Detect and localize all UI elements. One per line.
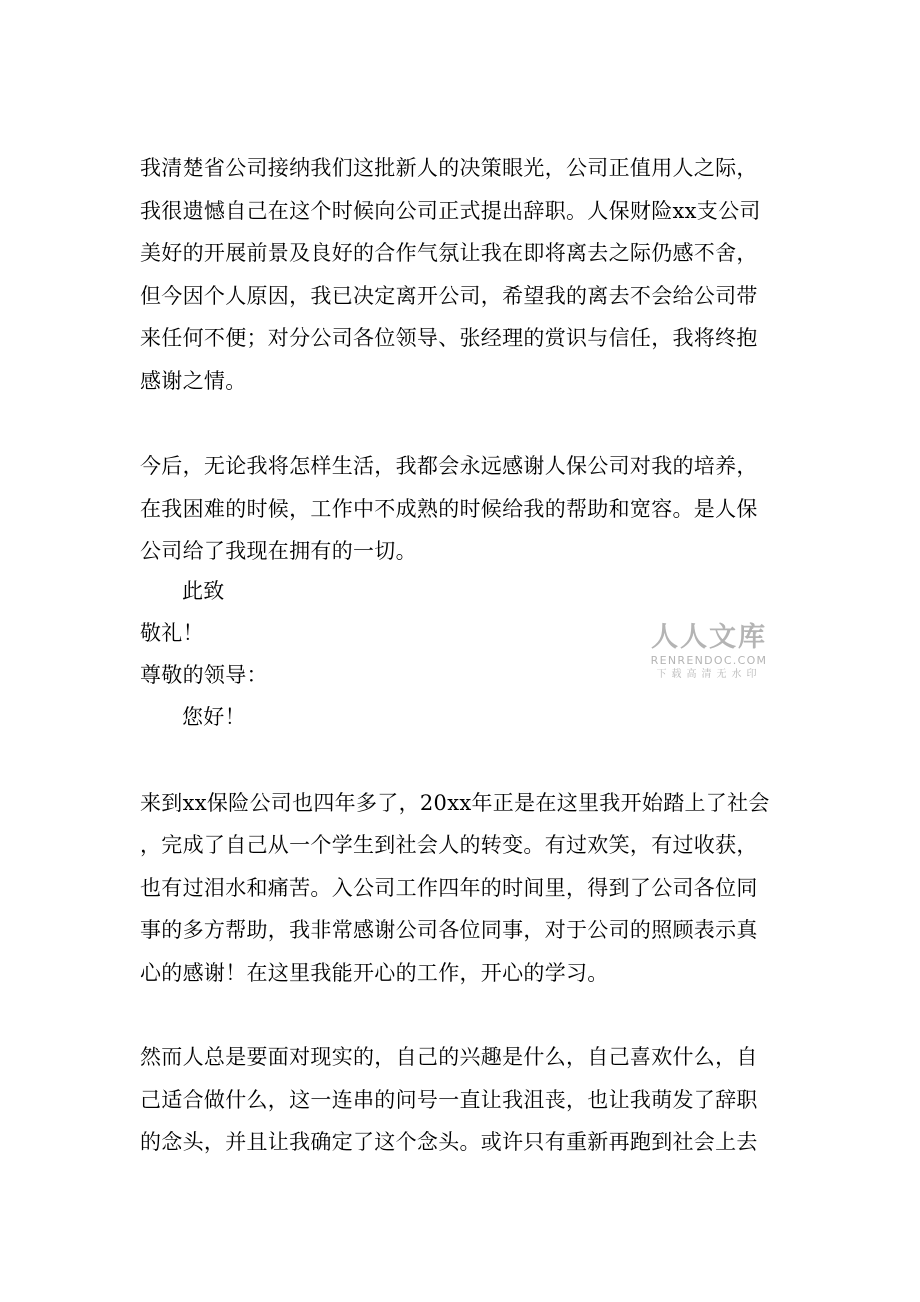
- text-line: 今后，无论我将怎样生活，我都会永远感谢人保公司对我的培养，: [140, 454, 758, 478]
- text-line: 感谢之情。: [140, 369, 247, 393]
- text-line: 的念头，并且让我确定了这个念头。或许只有重新再跑到社会上去: [140, 1130, 758, 1154]
- watermark-site: RENRENDOC.COM: [650, 654, 768, 667]
- text-line: 然而人总是要面对现实的，自己的兴趣是什么，自己喜欢什么，自: [140, 1045, 758, 1069]
- text-line: 在我困难的时候，工作中不成熟的时候给我的帮助和宽容。是人保: [140, 497, 758, 521]
- text-line: 事的多方帮助，我非常感谢公司各位同事，对于公司的照顾表示真: [140, 918, 758, 942]
- text-line: 公司给了我现在拥有的一切。: [140, 539, 417, 563]
- text-line: 我很遗憾自己在这个时候向公司正式提出辞职。人保财险xx支公司: [140, 199, 761, 223]
- text-line: 来任何不便；对分公司各位领导、张经理的赏识与信任，我将终抱: [140, 326, 758, 350]
- watermark-title: 人人文库: [651, 622, 767, 653]
- text-line: 我清楚省公司接纳我们这批新人的决策眼光，公司正值用人之际，: [140, 156, 758, 180]
- watermark-logo: [644, 622, 774, 681]
- text-line: 也有过泪水和痛苦。入公司工作四年的时间里，得到了公司各位同: [140, 876, 758, 900]
- text-line: 美好的开展前景及良好的合作气氛让我在即将离去之际仍感不舍，: [140, 241, 758, 265]
- closing-salutation: 此致: [182, 579, 225, 603]
- greeting-hello: 您好！: [182, 705, 246, 729]
- greeting-recipient: 尊敬的领导：: [140, 663, 268, 687]
- watermark-subtitle: 下载高清无水印: [656, 669, 762, 680]
- text-line: 但今因个人原因，我已决定离开公司，希望我的离去不会给公司带: [140, 284, 758, 308]
- text-line: 来到xx保险公司也四年多了，20xx年正是在这里我开始踏上了社会: [140, 791, 770, 815]
- text-line: 己适合做什么，这一连串的问号一直让我沮丧，也让我萌发了辞职: [140, 1088, 758, 1112]
- text-line: 心的感谢！在这里我能开心的工作，开心的学习。: [140, 961, 609, 985]
- text-line: ，完成了自己从一个学生到社会人的转变。有过欢笑，有过收获，: [140, 833, 758, 857]
- closing-regards: 敬礼！: [140, 621, 204, 645]
